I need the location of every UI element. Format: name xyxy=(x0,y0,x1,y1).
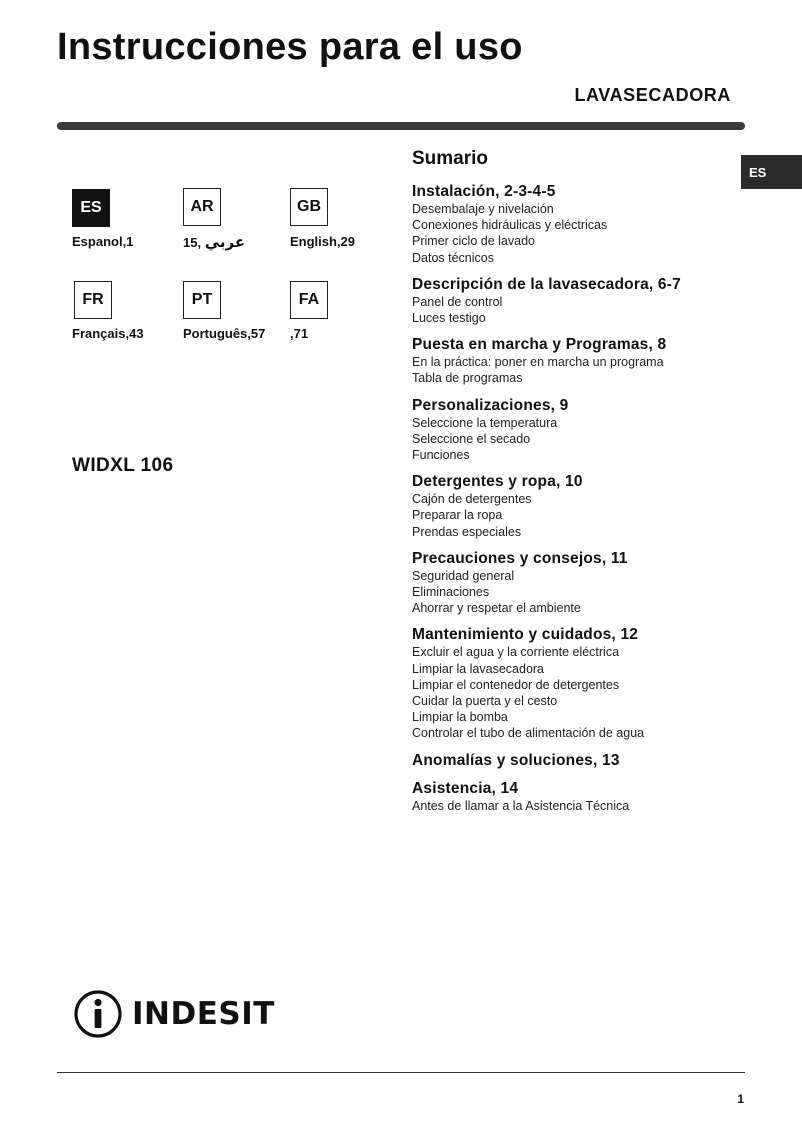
indesit-i-logo-icon xyxy=(72,988,124,1040)
toc-heading[interactable]: Asistencia, 14 xyxy=(412,779,519,797)
toc-item[interactable]: En la práctica: poner en marcha un programa xyxy=(412,355,664,370)
toc-item[interactable]: Seguridad general xyxy=(412,568,515,583)
page-number: 1 xyxy=(737,1092,744,1106)
lang-label-fa[interactable]: ,71 xyxy=(290,326,309,341)
toc-item[interactable]: Desembalaje y nivelación xyxy=(412,202,554,216)
lang-box-es[interactable]: ES xyxy=(72,189,110,227)
toc-heading[interactable]: Detergentes y ropa, 10 xyxy=(412,473,583,491)
toc-heading[interactable]: Mantenimiento y cuidados, 12 xyxy=(412,626,639,644)
lang-label-es[interactable]: Espanol,1 xyxy=(72,234,134,249)
toc-item[interactable]: Antes de llamar a la Asistencia Técnica xyxy=(412,798,630,813)
model-number: WIDXL 106 xyxy=(72,455,174,476)
toc-item[interactable]: Panel de control xyxy=(412,294,503,309)
toc-section-anomalias xyxy=(412,751,772,770)
toc-item[interactable]: Seleccione la temperatura xyxy=(412,415,558,430)
toc-heading[interactable]: Descripción de la lavasecadora, 6-7 xyxy=(412,275,681,293)
toc-section-asistencia xyxy=(412,779,772,814)
page-title: Instrucciones para el uso xyxy=(57,26,523,68)
lang-box-ar[interactable]: AR xyxy=(183,188,221,226)
lang-box-fa[interactable]: FA xyxy=(290,281,328,319)
product-type: LAVASECADORA xyxy=(574,85,731,105)
lang-label-fr[interactable]: Français,43 xyxy=(72,326,144,341)
toc-item[interactable]: Primer ciclo de lavado xyxy=(412,234,535,249)
lang-label-ar-page: ,15 xyxy=(183,235,202,250)
toc-heading[interactable]: Puesta en marcha y Programas, 8 xyxy=(412,336,667,354)
toc-section-personalizaciones xyxy=(412,396,772,464)
toc-item[interactable]: Eliminaciones xyxy=(412,585,490,600)
toc-heading[interactable]: Instalación, 2-3-4-5 xyxy=(412,183,556,200)
table-of-contents xyxy=(412,148,772,823)
toc-item[interactable]: Limpiar la lavasecadora xyxy=(412,661,545,676)
toc-section-puesta-en-marcha xyxy=(412,335,772,386)
toc-item[interactable]: Seleccione el secado xyxy=(412,431,531,446)
bottom-divider xyxy=(57,1072,745,1073)
toc-section-detergentes xyxy=(412,472,772,540)
toc-item[interactable]: Limpiar el contenedor de detergentes xyxy=(412,677,620,692)
toc-item[interactable]: Excluir el agua y la corriente eléctrica xyxy=(412,645,620,660)
toc-title: Sumario xyxy=(412,148,489,169)
toc-item[interactable]: Cuidar la puerta y el cesto xyxy=(412,694,558,709)
lang-label-gb[interactable]: English,29 xyxy=(290,234,356,249)
toc-item[interactable]: Limpiar la bomba xyxy=(412,710,508,725)
toc-item[interactable]: Controlar el tubo de alimentación de agua xyxy=(412,726,645,741)
toc-item[interactable]: Ahorrar y respetar el ambiente xyxy=(412,601,581,616)
brand-logo xyxy=(72,988,275,1040)
toc-heading[interactable]: Anomalías y soluciones, 13 xyxy=(412,751,620,769)
toc-section-precauciones xyxy=(412,549,772,617)
lang-box-fr[interactable]: FR xyxy=(74,281,112,319)
toc-item[interactable]: Funciones xyxy=(412,448,470,463)
brand-wordmark: INDESIT xyxy=(132,996,275,1032)
toc-section-instalacion xyxy=(412,182,772,266)
toc-item[interactable]: Datos técnicos xyxy=(412,250,494,265)
toc-item[interactable]: Preparar la ropa xyxy=(412,508,503,523)
toc-section-mantenimiento xyxy=(412,625,772,741)
language-side-tab[interactable]: ES xyxy=(741,155,802,189)
toc-item[interactable]: Tabla de programas xyxy=(412,371,523,386)
toc-heading[interactable]: Personalizaciones, 9 xyxy=(412,396,569,414)
lang-label-ar-native: عربي xyxy=(204,233,246,251)
lang-label-pt[interactable]: Português,57 xyxy=(183,326,266,341)
top-divider xyxy=(57,122,745,130)
lang-box-pt[interactable]: PT xyxy=(183,281,221,319)
toc-item[interactable]: Luces testigo xyxy=(412,311,486,326)
toc-heading[interactable]: Precauciones y consejos, 11 xyxy=(412,549,628,567)
lang-box-gb[interactable]: GB xyxy=(290,188,328,226)
lang-label-ar[interactable] xyxy=(183,233,245,251)
toc-item[interactable]: Conexiones hidráulicas y eléctricas xyxy=(412,218,608,233)
toc-item[interactable]: Cajón de detergentes xyxy=(412,492,532,507)
toc-section-descripcion xyxy=(412,275,772,326)
toc-item[interactable]: Prendas especiales xyxy=(412,524,522,539)
